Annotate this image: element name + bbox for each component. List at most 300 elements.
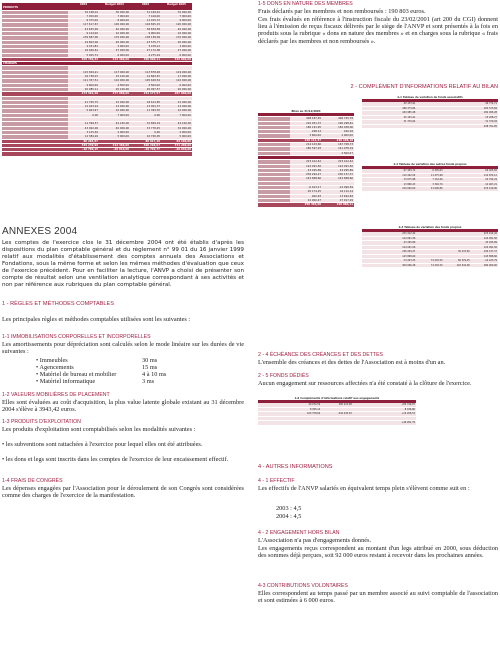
table-cell: 31 169,91 <box>130 10 161 14</box>
table-cell: 14 863,67 <box>130 75 161 79</box>
table-cell: 7 000,00 <box>99 14 130 18</box>
table-cell: 20 174,25 <box>290 190 322 194</box>
table-cell: 138 138,09 <box>130 36 161 40</box>
table-cell: 399 890,11 <box>130 57 161 61</box>
table-cell: 113 878,48 <box>130 70 161 74</box>
table-cell: 210 931,37 <box>290 121 322 125</box>
table-cell: 22 902,47 <box>290 198 322 202</box>
table-cell: 273 591,48 <box>68 92 99 96</box>
table-cell: 16 940,61 <box>68 49 99 53</box>
table-cell: 220 080,11 <box>322 203 354 207</box>
table-cell: 210 106,18 <box>322 138 354 142</box>
subsection-text: Ces frais évalués en référence à l'instruction fiscale du 23/02/2001 (art 200 du CGI) donnent lieu à l'émission de reçus fiscaux délivrés par le siège de l'ANVP et sont présentés à la fois en produits sous la rubrique « dons en nature des membres » et en charges sous la rubrique « frais déclarés par les membres et non remboursés ». <box>258 16 498 45</box>
subsection-title: 1-2 VALEURS MOBILIÈRES DE PLACEMENT <box>2 392 110 398</box>
table-caption: 2-1 Tableau de variation de fonds associatifs <box>397 96 463 99</box>
table-cell: 10 700,05 <box>130 135 161 139</box>
table-cell: 32 168,01 <box>68 10 99 14</box>
table-cell: 9 600,00 <box>68 83 99 87</box>
table-cell: 20 792,24 <box>471 178 498 183</box>
table-cell: 9 000,00 <box>161 19 192 23</box>
table-cell: 371 200,00 <box>161 143 192 147</box>
table-cell: 9 375,00 <box>68 19 99 23</box>
table-cell: 165 378,60 <box>290 412 322 417</box>
table-cell: 13 675,98 <box>389 178 416 183</box>
table-row <box>258 203 354 207</box>
table-header-cell: Budget 2005 <box>161 3 192 6</box>
subsection-text: Aucun engagement sur ressources affectées n'a été constaté à la clôture de l'exercice. <box>258 380 472 387</box>
table-cell: 115 829,21 <box>68 70 99 74</box>
table-cell: 170 000,00 <box>99 36 130 40</box>
table-cell: 184 985,28 <box>389 111 416 116</box>
table-cell: 23 575,77 <box>130 40 161 44</box>
table-cell: 4 500,00 <box>99 83 130 87</box>
table-cell <box>99 152 130 156</box>
table-cell: 12 384,26 <box>68 135 99 139</box>
table-cell: 287 000,00 <box>161 92 192 96</box>
table-cell: 180 597,03 <box>290 147 322 151</box>
table-cell: 43 635,99 <box>68 27 99 31</box>
table-cell: 20 097,57 <box>130 87 161 91</box>
table-cell: 13 860,23 <box>389 182 416 187</box>
depreciation-list <box>2 357 244 385</box>
table-cell: 6 305,63 <box>416 169 443 173</box>
subsection-title: 2 - 4 ÉCHÉANCE DES CRÉANCES ET DES DETTES <box>258 352 384 358</box>
subsection-title: 1-1 IMMOBILISATIONS CORPORELLES ET INCORPORELLES <box>2 334 151 340</box>
table-cell: 111 357,51 <box>68 79 99 83</box>
table-cell <box>130 152 161 156</box>
table-cell: 432 000,00 <box>161 57 192 61</box>
table-cell: 15 100,00 <box>99 75 130 79</box>
table-cell: 40 000,00 <box>161 27 192 31</box>
subsection-text: Les dépenses engagées par l'Association pour le déroulement de son Congrès sont considérées comme des charges de l'exercice de la manifestation. <box>2 485 244 500</box>
table-cell: 400 296,07 <box>130 143 161 147</box>
table-cell: 170 000,00 <box>161 36 192 40</box>
table-cell: 3 600,00 <box>290 134 322 138</box>
list-item-value: 15 ms <box>142 364 158 372</box>
table-cell: 280 000,00 <box>471 263 498 268</box>
table-cell: 40 000,00 <box>99 27 130 31</box>
table-cell: 188 373,84 <box>389 106 416 111</box>
table-cell: 124 091,56 <box>471 245 498 250</box>
table-cell: 7 000,00 <box>161 113 192 117</box>
section-title: 2 - COMPLÉMENT D'INFORMATIONS RELATIF AU BILAN <box>350 84 498 90</box>
table-cell: 43 295,89 <box>322 168 354 172</box>
table-cell: 80 917,19 <box>130 139 161 143</box>
table-cell: 180 191,95 <box>290 125 322 129</box>
table-cell: 236 294,27 <box>290 173 322 177</box>
table-cell-label: CHARGES <box>2 62 68 66</box>
section-title: 1 - RÈGLES ET MÉTHODES COMPTABLES <box>2 301 115 307</box>
section-title: 4 - AUTRES INFORMATIONS <box>258 464 333 470</box>
table-row <box>362 263 498 268</box>
table-caption: 2-3 Tableau de variation des fonds propres <box>398 226 462 229</box>
subsection-text: Frais déclarés par les membres et non remboursés : 190 803 euros. <box>258 8 426 15</box>
table-cell: 67 459,72 <box>389 169 416 173</box>
table-cell: 120 000,00 <box>161 23 192 27</box>
table-cell: 5 025,72 <box>68 53 99 57</box>
table-cell: 124 091,56 <box>322 164 354 168</box>
table-cell: 124 091,56 <box>389 236 416 241</box>
table-cell: 124 091,56 <box>290 164 322 168</box>
table-cell: 105 628,54 <box>130 79 161 83</box>
list-item-label: • Matériel de bureau et mobilier <box>36 371 117 379</box>
table-cell-label <box>2 152 68 156</box>
table-cell: 74 203,25 <box>416 259 443 264</box>
table-cell <box>161 152 192 156</box>
table-cell: 27 917,29 <box>322 198 354 202</box>
bullet-item: • les subventions sont rattachées à l'exercice pour lequel elles ont été attribuées. <box>2 441 203 448</box>
table-cell: 0,00 <box>130 130 161 134</box>
table-cell: 408 187,25 <box>290 117 322 121</box>
table-cell: 27 000,00 <box>99 49 130 53</box>
table-cell <box>353 421 385 426</box>
list-item-value: 4 à 10 ms <box>142 371 167 379</box>
table-cell: 11 475,98 <box>416 173 443 178</box>
subsection-title: 4 - 1 EFFECTIF <box>258 478 295 484</box>
subsection-title: 4-3 CONTRIBUTIONS VOLONTAIRES <box>258 583 348 589</box>
mini-table <box>362 166 498 192</box>
table-cell: 309 066,28 <box>389 263 416 268</box>
table-cell: 10 000,00 <box>161 32 192 36</box>
table-cell: 413 460,00 <box>99 143 130 147</box>
table-cell: 42 100,00 <box>99 122 130 126</box>
table-cell: 143 898,60 <box>389 254 416 259</box>
page-title: ANNEXES 2004 <box>2 226 78 237</box>
table-cell: 4 431,82 <box>68 44 99 48</box>
table-cell: 104 825,15 <box>130 23 161 27</box>
table-cell: 141 978,19 <box>322 147 354 151</box>
table-cell: 66 329,25 <box>444 259 471 264</box>
subsection-title: 1-4 FRAIS DE CONGRÈS <box>2 478 63 484</box>
main-results-table-wrap <box>2 3 192 157</box>
table-cell <box>362 124 389 129</box>
balance-sheet-table <box>258 113 354 208</box>
table-cell: 13 694,83 <box>322 194 354 198</box>
table-row <box>362 124 498 129</box>
table-cell: 254 177,57 <box>130 92 161 96</box>
table-cell: 3 340,79 <box>416 182 443 187</box>
table-cell: -14 090,59 <box>322 186 354 190</box>
table-cell: 6 000,00 <box>99 53 130 57</box>
table-cell: 143 898,60 <box>290 177 322 181</box>
table-cell: 21 765,75 <box>68 100 99 104</box>
table-cell: 223 412,42 <box>322 160 354 164</box>
table-cell: 438 761,85 <box>471 124 498 129</box>
table-cell: 17 000,00 <box>161 75 192 79</box>
table-cell: 110 000,00 <box>161 79 192 83</box>
table-cell: 110 262,54 <box>389 173 416 178</box>
table-cell: 223 412,42 <box>290 160 322 164</box>
subsection-text: Elles correspondent au temps passé par un membre associé au suivi comptable de l'association et sont estimées à 6 000 euros. <box>258 590 498 605</box>
table-cell: 5 463,97 <box>68 109 99 113</box>
table-cell: 2 000,00 <box>322 134 354 138</box>
table-cell: 16 112,14 <box>322 190 354 194</box>
table-cell: 236 294,27 <box>389 250 416 255</box>
list-item <box>2 364 244 371</box>
table-cell: 139 687,00 <box>68 36 99 40</box>
table-cell-label <box>258 203 290 207</box>
subsection-text: Elles sont évaluées au coût d'acquisition, la plus value latente globale existant au 31 décembre 2004 s'élève à 3943,42 euros. <box>2 399 244 414</box>
subsection-title: 1-5 DONS EN NATURE DES MEMBRES <box>258 1 353 7</box>
table-cell: 0,00 <box>130 113 161 117</box>
mini-table <box>258 400 416 426</box>
mini-table-1-wrap <box>362 96 498 129</box>
table-cell: 182 995,28 <box>471 111 498 116</box>
table-header-cell: 2004 <box>68 3 99 6</box>
table-cell: 3 000,00 <box>99 44 130 48</box>
list-item <box>2 357 244 364</box>
mini-table <box>362 99 498 129</box>
table-cell: 15 208,27 <box>471 115 498 120</box>
table-cell: 19 803,00 <box>68 40 99 44</box>
list-item <box>2 378 244 385</box>
table-cell: +80 749,87 <box>384 403 416 407</box>
table-cell: 49 074,50 <box>290 403 322 407</box>
list-item-label: • Agencements <box>36 364 74 372</box>
table-cell: 32 000,00 <box>161 10 192 14</box>
list-item-label: • Matériel informatique <box>36 378 96 386</box>
table-cell: +46 281,79 <box>384 421 416 426</box>
table-cell: 16 738,07 <box>68 75 99 79</box>
table-cell: 36 233,65 <box>444 250 471 255</box>
table-cell: 84 100,00 <box>161 139 192 143</box>
table-cell: 43 295,89 <box>389 241 416 246</box>
balance-sheet-wrap <box>258 110 354 208</box>
table-cell: 100 000,00 <box>99 23 130 27</box>
table-cell: 413 460,00 <box>99 57 130 61</box>
table-caption: 2-2 Tableau de variation des autres fonds propres <box>393 163 467 166</box>
table-cell: 20 000,00 <box>161 87 192 91</box>
table-cell: 27 172,08 <box>130 49 161 53</box>
table-cell: 0,00 <box>68 113 99 117</box>
table-cell: 20 000,00 <box>161 40 192 44</box>
table-cell: 20 000,00 <box>99 40 130 44</box>
table-cell: 8 455,12 <box>290 407 322 412</box>
headcount-2003: 2003 : 4,5 <box>276 505 302 512</box>
table-cell: 215 120,00 <box>471 187 498 192</box>
table-cell: 15 000,00 <box>99 100 130 104</box>
table-cell: 102 542,90 <box>444 263 471 268</box>
table-cell: 5 000,00 <box>161 135 192 139</box>
results-table <box>2 3 192 157</box>
balance-sheet-body <box>258 113 354 207</box>
table-cell: 143 898,60 <box>322 177 354 181</box>
table-cell: 6 000,00 <box>161 53 192 57</box>
table-cell: 11 393,35 <box>130 109 161 113</box>
table-cell: -20 010,00 <box>99 148 130 152</box>
table-cell: 43 295,89 <box>471 241 498 246</box>
table-cell: 4 500,00 <box>130 83 161 87</box>
table-cell: -10 790,15 <box>68 148 99 152</box>
section-text: Les principales règles et méthodes comptables utilisées sont les suivantes : <box>2 316 191 323</box>
list-item <box>2 371 244 378</box>
table-cell: 110 872,12 <box>471 173 498 178</box>
table-cell: 183 573,84 <box>471 106 498 111</box>
subsection-text: Les engagements reçus correspondent au montant d'un legs attribué en 2000, sous déduction des sommes déjà perçues, soit 92 000 euros restant à recevoir dans les prochaines années. <box>258 545 498 560</box>
table-cell: 38 659,58 <box>130 27 161 31</box>
table-cell: -10 702,77 <box>130 148 161 152</box>
headcount-2004: 2004 : 4,5 <box>276 513 302 520</box>
mini-table-3-wrap <box>362 226 498 268</box>
table-cell: 210 000,00 <box>389 187 416 192</box>
table-cell <box>258 421 290 426</box>
table-cell: 3 000,00 <box>161 44 192 48</box>
table-cell: 14 467,21 <box>471 182 498 187</box>
table-cell: 10 000,00 <box>99 32 130 36</box>
subsection-text: L'ensemble des créances et des dettes de l'Association est à moins d'un an. <box>258 359 446 366</box>
table-cell: 2 000,00 <box>161 130 192 134</box>
subsection-text: Les amortissements pour dépréciation sont calculés selon le mode linéaire sur les durées de vie suivantes : <box>2 341 244 356</box>
table-caption: 2-6 Compléments d'informations relatif aux engagements <box>294 397 380 400</box>
subsection-title: 2 - 5 FONDS DÉDIÉS <box>258 373 309 379</box>
table-cell <box>290 421 322 426</box>
table-cell: 119 000,00 <box>161 70 192 74</box>
list-item-value: 30 ms <box>142 357 158 364</box>
table-cell: 902,93 <box>290 194 322 198</box>
table-header-cell: 2003 <box>130 3 161 6</box>
table-cell: 420,03 <box>322 130 354 134</box>
table-cell: 110 000,00 <box>99 79 130 83</box>
table-cell: 86 284,67 <box>68 139 99 143</box>
table-cell: +19 206,53 <box>384 412 416 417</box>
table-cell: -6 913,17 <box>290 186 322 190</box>
table-cell: 30 000,00 <box>99 10 130 14</box>
table-cell: 13 001,37 <box>130 105 161 109</box>
subsection-text: Les effectifs de l'ANVP salariés en équivalent temps plein s'élèvent comme suit en : <box>258 485 470 492</box>
table-cell: 20 100,00 <box>99 87 130 91</box>
table-cell <box>389 124 416 129</box>
table-cell: 9 900,00 <box>130 32 161 36</box>
table-cell <box>321 421 353 426</box>
table-cell <box>68 152 99 156</box>
table-cell: 223 412,42 <box>471 232 498 236</box>
table-cell: 8 436,80 <box>384 407 416 412</box>
subsection-text: L'Association n'a pas d'engagements donnés. <box>258 537 372 544</box>
table-cell: -20 040,00 <box>161 148 192 152</box>
table-cell: 5 000,00 <box>99 135 130 139</box>
table-cell: -344 445,93 <box>321 412 353 417</box>
table-cell: 43 295,89 <box>290 168 322 172</box>
table-cell: 20 085,11 <box>68 87 99 91</box>
table-cell: 13 000,00 <box>161 105 192 109</box>
table-cell: 7 000,00 <box>99 113 130 117</box>
table-cell: 214 103,60 <box>290 143 322 147</box>
table-cell <box>362 187 389 192</box>
table-cell: 250 303,90 <box>290 203 322 207</box>
table-cell: 13 000,00 <box>99 105 130 109</box>
table-cell: 8 460,00 <box>99 19 130 23</box>
table-cell: 40 153,91 <box>389 102 416 106</box>
table-cell: -74 203,25 <box>389 259 416 264</box>
table-cell: 69 025,82 <box>471 169 498 173</box>
table-cell: 4 275,29 <box>130 53 161 57</box>
table-cell: 31 370,04 <box>389 120 416 125</box>
table-cell: 40 774,71 <box>471 102 498 106</box>
table-cell: 124 091,56 <box>389 245 416 250</box>
table-cell: 124 091,56 <box>471 236 498 241</box>
table-cell: 12 399,57 <box>68 122 99 126</box>
table-cell: 7 116,26 <box>416 178 443 183</box>
table-cell <box>416 124 443 129</box>
table-cell: 182 038,00 <box>322 125 354 129</box>
table-cell <box>444 124 471 129</box>
table-header-cell: Budget 2004 <box>99 3 130 6</box>
table-cell: -14 223,79 <box>471 259 498 264</box>
intro-paragraph: Les comptes de l'exercice clos le 31 décembre 2004 ont été établis d'après les dispositions du plan comptable général et du règlement n° 99 01 du 16 janvier 1999 relatif aux modalités d'établissement des comptes annuels des Associations et Fondations, sous la même forme et selon les mêmes méthodes d'évaluation que ceux de l'exercice précédent. Pour en faciliter la lecture, l'ANVP a choisi de présenter son compte de résultat selon une ventilation analytique correspondant à ses activités et non par référence aux rubriques du plan comptable général. <box>2 240 244 288</box>
table-cell: 40 000,00 <box>99 126 130 130</box>
table-cell: 230 137,37 <box>322 173 354 177</box>
table-cell: 33 778,25 <box>130 126 161 130</box>
table-cell: 11 015,72 <box>130 19 161 23</box>
table-row <box>362 187 498 192</box>
table-cell: 32 000,00 <box>161 126 192 130</box>
table-cell: 210 111,47 <box>290 138 322 142</box>
table-cell <box>362 263 389 268</box>
table-cell: 143 898,60 <box>471 254 498 259</box>
table-cell: 7 450,00 <box>68 14 99 18</box>
table-cell: 230 137,37 <box>471 250 498 255</box>
table-cell: 406 745,78 <box>322 117 354 121</box>
table-cell: 190 298,61 <box>322 121 354 125</box>
table-cell: 223 412,42 <box>389 232 416 236</box>
subsection-title: 1-3 PRODUITS D'EXPLOITATION <box>2 419 81 425</box>
table-cell: 15 000,00 <box>161 100 192 104</box>
results-table-body <box>2 6 192 156</box>
table-cell: 21 690,86 <box>416 187 443 192</box>
table-cell: 2 000,00 <box>99 130 130 134</box>
table-cell: 42 100,00 <box>161 122 192 126</box>
table-caption: Bilan au 31/12/2004 <box>291 110 321 113</box>
table-cell <box>444 187 471 192</box>
table-cell: 9 144,00 <box>68 32 99 36</box>
table-cell: 74 203,25 <box>416 263 443 268</box>
table-cell: 32 809,19 <box>130 122 161 126</box>
table-cell: 300 223,98 <box>321 403 353 407</box>
table-cell: 167 708,73 <box>322 143 354 147</box>
table-cell-label: PRODUITS <box>2 6 68 10</box>
table-cell: 27 000,00 <box>161 49 192 53</box>
table-cell: 3 125,36 <box>68 130 99 134</box>
table-cell: 43 002,00 <box>68 126 99 130</box>
table-row <box>2 152 192 156</box>
table-cell: 7 000,00 <box>161 14 192 18</box>
list-item-label: • Immeubles <box>36 357 68 364</box>
table-cell: 117 617,67 <box>68 23 99 27</box>
table-cell: 3 478,12 <box>130 44 161 48</box>
table-cell: 18 613,85 <box>130 100 161 104</box>
table-cell: 405 760,42 <box>68 57 99 61</box>
table-cell: 10 000,00 <box>99 109 130 113</box>
bullet-item: • les dons et legs sont inscrits dans les comptes de l'exercice de leur encaissement effectif. <box>2 456 229 463</box>
subsection-text: Les produits d'exploitation sont comptabilisés selon les modalités suivantes : <box>2 426 196 433</box>
table-cell: 277 960,00 <box>99 92 130 96</box>
table-cell: 10 000,00 <box>161 109 192 113</box>
table-cell: 12 023,24 <box>68 105 99 109</box>
table-cell: 298,13 <box>290 130 322 134</box>
table-cell: 345 239,99 <box>68 143 99 147</box>
mini-table-4-wrap <box>258 397 416 426</box>
subsection-title: 4 - 2 ENGAGEMENT HORS BILAN <box>258 530 340 536</box>
mini-table-2-wrap <box>362 163 498 192</box>
mini-table <box>362 229 498 268</box>
table-cell: 117 000,00 <box>99 70 130 74</box>
table-cell: 2 500,57 <box>322 151 354 155</box>
table-cell: 6 000,00 <box>161 83 192 87</box>
table-cell: 31 370,04 <box>471 120 498 125</box>
table-cell: 25 193,41 <box>389 115 416 120</box>
list-item-value: 3 ms <box>142 378 155 386</box>
table-row <box>258 421 416 426</box>
